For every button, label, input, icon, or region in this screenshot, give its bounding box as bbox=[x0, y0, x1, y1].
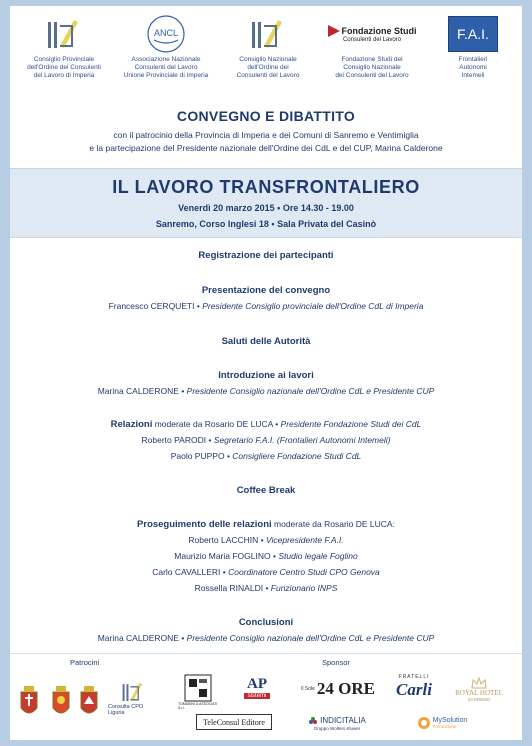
bullet: • bbox=[206, 435, 214, 445]
logo-fondazione-studi bbox=[322, 14, 422, 80]
speaker-role: Vicepresidente F.A.I. bbox=[265, 535, 344, 545]
prog-speaker-row bbox=[10, 583, 522, 593]
sponsor-sub: sistemi bbox=[244, 693, 271, 699]
sponsor-royal-hotel bbox=[448, 670, 510, 708]
sponsor-text: MySolution bbox=[432, 717, 468, 724]
prog-reports: Relazioni bbox=[110, 419, 153, 430]
event-date-time: Venerdì 20 marzo 2015 • Ore 14.30 - 19.00 bbox=[178, 203, 354, 213]
coat-of-arms-icon bbox=[78, 682, 100, 720]
sponsor-indicitalia bbox=[296, 710, 378, 736]
logo-caption: Frontalieri Autonomi Intemeli bbox=[458, 56, 488, 79]
logo-cpo-imperia bbox=[16, 14, 112, 80]
speaker-name: Roberto LACCHIN bbox=[188, 535, 259, 545]
speaker-role: Presidente Consiglio nazionale dell'Ordine CdL e Presidente CUP bbox=[186, 386, 435, 396]
moderator-role: Presidente Fondazione Studi dei CdL bbox=[280, 419, 422, 429]
speaker-role: Studio legale Foglino bbox=[278, 551, 358, 561]
sponsor-ap-sistemi bbox=[230, 672, 284, 702]
prog-coffee: Coffee Break bbox=[236, 485, 296, 496]
header-logos bbox=[10, 14, 522, 98]
event-venue: Sanremo, Corso Inglesi 18 • Sala Privata del Casinò bbox=[155, 219, 377, 229]
crown-icon bbox=[471, 677, 487, 689]
bullet: • bbox=[270, 551, 279, 561]
bullet: • bbox=[178, 386, 187, 396]
tomasini-logo-icon bbox=[184, 674, 212, 702]
speaker-role: Presidente Consiglio nazionale dell'Ordine CdL e Presidente CUP bbox=[186, 633, 435, 643]
sponsor-tomasini bbox=[178, 672, 218, 712]
moderator: moderate da Rosario DE LUCA: bbox=[271, 519, 395, 529]
prog-speaker-row bbox=[10, 633, 522, 643]
bullet: • bbox=[194, 301, 203, 311]
logo-ancl bbox=[118, 14, 214, 80]
speaker-role: Presidente Consiglio provinciale dell'Ordine CdL di Imperia bbox=[202, 301, 424, 311]
cdl-logo-icon bbox=[248, 16, 288, 52]
bullet: • bbox=[220, 567, 229, 577]
sponsor-text: INDICITALIA bbox=[320, 716, 366, 725]
sponsor-text: 24 ORE bbox=[316, 679, 375, 698]
speaker-name: Francesco CERQUETI bbox=[108, 301, 195, 311]
flower-logo-icon bbox=[308, 716, 318, 726]
sponsor-sub: Formazione bbox=[432, 724, 457, 729]
prog-registration: Registrazione dei partecipanti bbox=[198, 250, 334, 261]
svg-text:ANCL: ANCL bbox=[153, 28, 179, 38]
bullet: • bbox=[178, 633, 187, 643]
sponsor-text: Carli bbox=[396, 680, 432, 699]
mysolution-logo-icon bbox=[417, 716, 431, 730]
sponsor-sub: SANREMO bbox=[467, 696, 491, 702]
speaker-name: Carlo CAVALLERI bbox=[152, 567, 221, 577]
logo-mark-text: Fondazione Studi bbox=[341, 26, 417, 36]
speaker-name: Rossella RINALDI bbox=[194, 583, 264, 593]
patronage-line-2: e la partecipazione del Presidente nazionale dell'Ordine dei CdL e del CUP, Marina Calderone bbox=[89, 143, 443, 153]
prog-reports-row bbox=[10, 419, 522, 430]
speaker-name: Maurizio Maria FOGLINO bbox=[174, 551, 271, 561]
speaker-name: Paolo PUPPO bbox=[170, 451, 225, 461]
sponsor-sub: FRATELLI bbox=[398, 674, 430, 680]
cdl-logo-icon bbox=[120, 680, 146, 704]
flyer-page bbox=[10, 6, 522, 740]
sponsor-sub: Gruppo Wolters Kluwer bbox=[313, 725, 361, 731]
logo-cno bbox=[220, 14, 316, 80]
bullet: • bbox=[258, 535, 266, 545]
speaker-role: Coordinatore Centro Studi CPO Genova bbox=[228, 567, 380, 577]
sponsor-mysolution bbox=[402, 710, 482, 736]
speaker-role: Funzionario INPS bbox=[270, 583, 338, 593]
sponsor-sub: Il Sole bbox=[301, 686, 315, 692]
cpo-label: Consulta CPO Liguria bbox=[108, 704, 144, 716]
event-kicker: CONVEGNO E DIBATTITO bbox=[176, 108, 356, 124]
cdl-logo-icon bbox=[44, 16, 84, 52]
speaker-name: Marina CALDERONE bbox=[97, 633, 179, 643]
fai-logo: F.A.I. bbox=[448, 16, 498, 52]
footer-divider bbox=[10, 653, 522, 654]
prog-speaker-row bbox=[10, 551, 522, 561]
logo-caption: Consiglio Nazionale dell'Ordine dei Consulenti del Lavoro bbox=[236, 56, 300, 79]
prog-continuation: Proseguimento delle relazioni bbox=[137, 519, 272, 530]
sponsor-sole24ore bbox=[296, 678, 380, 700]
prog-cont-row bbox=[10, 519, 522, 530]
speaker-role: Segretario F.A.I. (Frontalieri Autonomi Intemeli) bbox=[213, 435, 391, 445]
prog-speaker-row bbox=[10, 567, 522, 577]
speaker-name: Marina CALDERONE bbox=[97, 386, 179, 396]
prog-greetings: Saluti delle Autorità bbox=[221, 336, 311, 347]
sponsor-text: TeleConsul Editore bbox=[203, 717, 265, 727]
sponsor-text: AP bbox=[247, 675, 267, 692]
speaker-role: Consigliere Fondazione Studi CdL bbox=[232, 451, 362, 461]
bullet: • bbox=[272, 419, 281, 429]
coat-of-arms-icon bbox=[18, 682, 40, 720]
coat-of-arms-icon bbox=[50, 682, 72, 720]
sponsor-carli bbox=[386, 670, 442, 704]
patronage-line-1: con il patrocinio della Provincia di Imperia e dei Comuni di Sanremo e Ventimiglia bbox=[113, 130, 419, 140]
prog-intro: Introduzione ai lavori bbox=[218, 370, 314, 381]
prog-speaker-row bbox=[10, 535, 522, 545]
logo-fai bbox=[430, 14, 516, 80]
speaker-name: Roberto PARODI bbox=[141, 435, 207, 445]
prog-presentation: Presentazione del convegno bbox=[201, 285, 331, 296]
title-band bbox=[10, 168, 522, 238]
sponsor-label: Sponsor bbox=[322, 658, 350, 667]
event-title: IL LAVORO TRANSFRONTALIERO bbox=[112, 177, 420, 197]
bullet: • bbox=[263, 583, 271, 593]
prog-speaker-row bbox=[10, 435, 522, 445]
logo-caption: Consiglio Provinciale dell'Ordine dei Consulenti del Lavoro di Imperia bbox=[27, 56, 101, 79]
prog-speaker-row bbox=[10, 386, 522, 396]
logo-mark-sub: Consulenti del Lavoro bbox=[342, 37, 402, 43]
sponsor-text: ROYAL HOTEL bbox=[455, 688, 503, 697]
prog-speaker-row bbox=[10, 451, 522, 461]
prog-speaker-row bbox=[10, 301, 522, 311]
sponsor-text: TOMASINI & ASSOCIATI S.r.l. bbox=[178, 702, 218, 710]
bullet: • bbox=[224, 451, 233, 461]
arrow-logo-icon bbox=[328, 25, 340, 37]
patrocini-label: Patrocini bbox=[70, 658, 100, 667]
moderator: moderate da Rosario DE LUCA bbox=[152, 419, 273, 429]
logo-caption: Fondazione Studi del Consiglio Nazionale dei Consulenti del Lavoro bbox=[335, 56, 409, 79]
prog-conclusions: Conclusioni bbox=[238, 617, 294, 628]
ancl-logo-icon bbox=[144, 14, 188, 54]
cpo-liguria-logo bbox=[108, 678, 158, 718]
sponsor-teleconsul bbox=[196, 714, 272, 730]
logo-caption: Associazione Nazionale Consulenti del Lavoro Unione Provinciale di Imperia bbox=[123, 56, 209, 79]
